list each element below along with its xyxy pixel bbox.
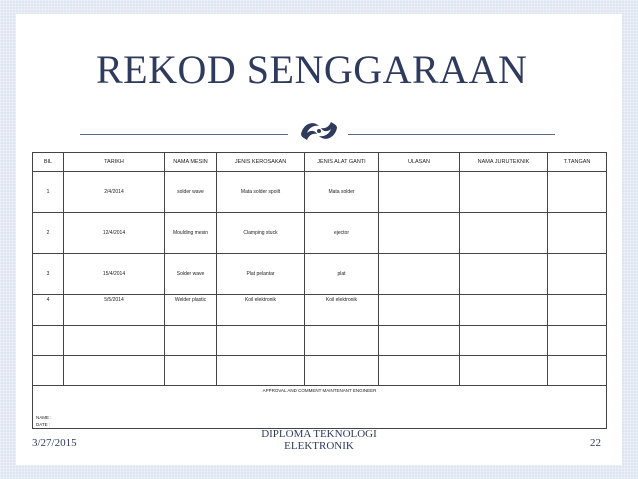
table-row — [33, 254, 607, 295]
cell-t-tangan — [548, 254, 607, 295]
maintenance-record-table — [32, 152, 607, 429]
cell-t-tangan — [548, 213, 607, 254]
header-nama-mesin: NAMA MESIN — [165, 153, 217, 172]
cell-jenis-alat-ganti: ejector — [305, 213, 379, 254]
cell-nama-juruteknik — [460, 356, 548, 386]
name-label: NAME : — [36, 415, 52, 420]
cell-bil: 2 — [33, 213, 64, 254]
cell-nama-juruteknik — [460, 295, 548, 326]
header-nama-juruteknik: NAMA JURUTEKNIK — [460, 153, 548, 172]
cell-nama-mesin — [165, 326, 217, 356]
cell-tarikh — [64, 326, 165, 356]
cell-ulasan — [379, 326, 460, 356]
page-number: 22 — [590, 437, 601, 449]
approval-row — [33, 386, 607, 429]
cell-ulasan — [379, 213, 460, 254]
cell-bil: 4 — [33, 295, 64, 326]
cell-tarikh — [64, 356, 165, 386]
cell-tarikh: 2/4/2014 — [64, 172, 165, 213]
header-bil: BIL — [33, 153, 64, 172]
cell-nama-juruteknik — [460, 254, 548, 295]
slide-title: REKOD SENGGARAAN — [96, 47, 528, 92]
cell-nama-mesin: Welder plastic — [165, 295, 217, 326]
table-row — [33, 172, 607, 213]
cell-jenis-alat-ganti: plat — [305, 254, 379, 295]
cell-jenis-kerosakan — [217, 356, 305, 386]
cell-jenis-kerosakan: Mata solder spoilt — [217, 172, 305, 213]
table-row — [33, 356, 607, 386]
cell-ulasan — [379, 172, 460, 213]
fleuron-ornament-icon — [297, 116, 341, 146]
header-jenis-alat-ganti: JENIS ALAT GANTI — [305, 153, 379, 172]
cell-t-tangan — [548, 172, 607, 213]
cell-bil: 1 — [33, 172, 64, 213]
footer-program — [244, 428, 394, 452]
cell-jenis-alat-ganti — [305, 326, 379, 356]
cell-tarikh: 12/4/2014 — [64, 213, 165, 254]
cell-bil — [33, 356, 64, 386]
approval-cell — [33, 386, 607, 429]
cell-nama-juruteknik — [460, 326, 548, 356]
cell-jenis-kerosakan: Plat pelantar — [217, 254, 305, 295]
cell-ulasan — [379, 254, 460, 295]
table-row — [33, 295, 607, 326]
cell-nama-juruteknik — [460, 172, 548, 213]
footer-program-line1: DIPLOMA TEKNOLOGI — [261, 428, 377, 440]
cell-bil — [33, 326, 64, 356]
cell-t-tangan — [548, 326, 607, 356]
cell-jenis-alat-ganti — [305, 356, 379, 386]
cell-tarikh: 15/4/2014 — [64, 254, 165, 295]
footer-date: 3/27/2015 — [32, 437, 77, 449]
cell-nama-mesin: Solder wave — [165, 254, 217, 295]
cell-ulasan — [379, 356, 460, 386]
table-row — [33, 213, 607, 254]
cell-jenis-alat-ganti: Koil elektronik — [305, 295, 379, 326]
cell-jenis-kerosakan: Koil elektronik — [217, 295, 305, 326]
header-jenis-kerosakan: JENIS KEROSAKAN — [217, 153, 305, 172]
table-header-row — [33, 153, 607, 172]
header-t-tangan: T.TANGAN — [548, 153, 607, 172]
cell-ulasan — [379, 295, 460, 326]
cell-jenis-alat-ganti: Mata solder — [305, 172, 379, 213]
cell-nama-juruteknik — [460, 213, 548, 254]
date-label: DATE : — [36, 422, 51, 427]
cell-nama-mesin — [165, 356, 217, 386]
cell-jenis-kerosakan — [217, 326, 305, 356]
cell-bil: 3 — [33, 254, 64, 295]
header-ulasan: ULASAN — [379, 153, 460, 172]
title-divider-right — [348, 134, 555, 135]
header-tarikh: TARIKH — [64, 153, 165, 172]
table-row — [33, 326, 607, 356]
cell-t-tangan — [548, 356, 607, 386]
cell-nama-mesin: Moulding mesin — [165, 213, 217, 254]
cell-nama-mesin: solder wave — [165, 172, 217, 213]
cell-tarikh: 5/5/2014 — [64, 295, 165, 326]
footer-program-line2: ELEKTRONIK — [284, 440, 354, 452]
cell-jenis-kerosakan: Clamping stuck — [217, 213, 305, 254]
title-divider-left — [80, 134, 288, 135]
cell-t-tangan — [548, 295, 607, 326]
approval-title: APPROVAL AND COMMENT MAINTENANT ENGINEER — [262, 388, 377, 393]
